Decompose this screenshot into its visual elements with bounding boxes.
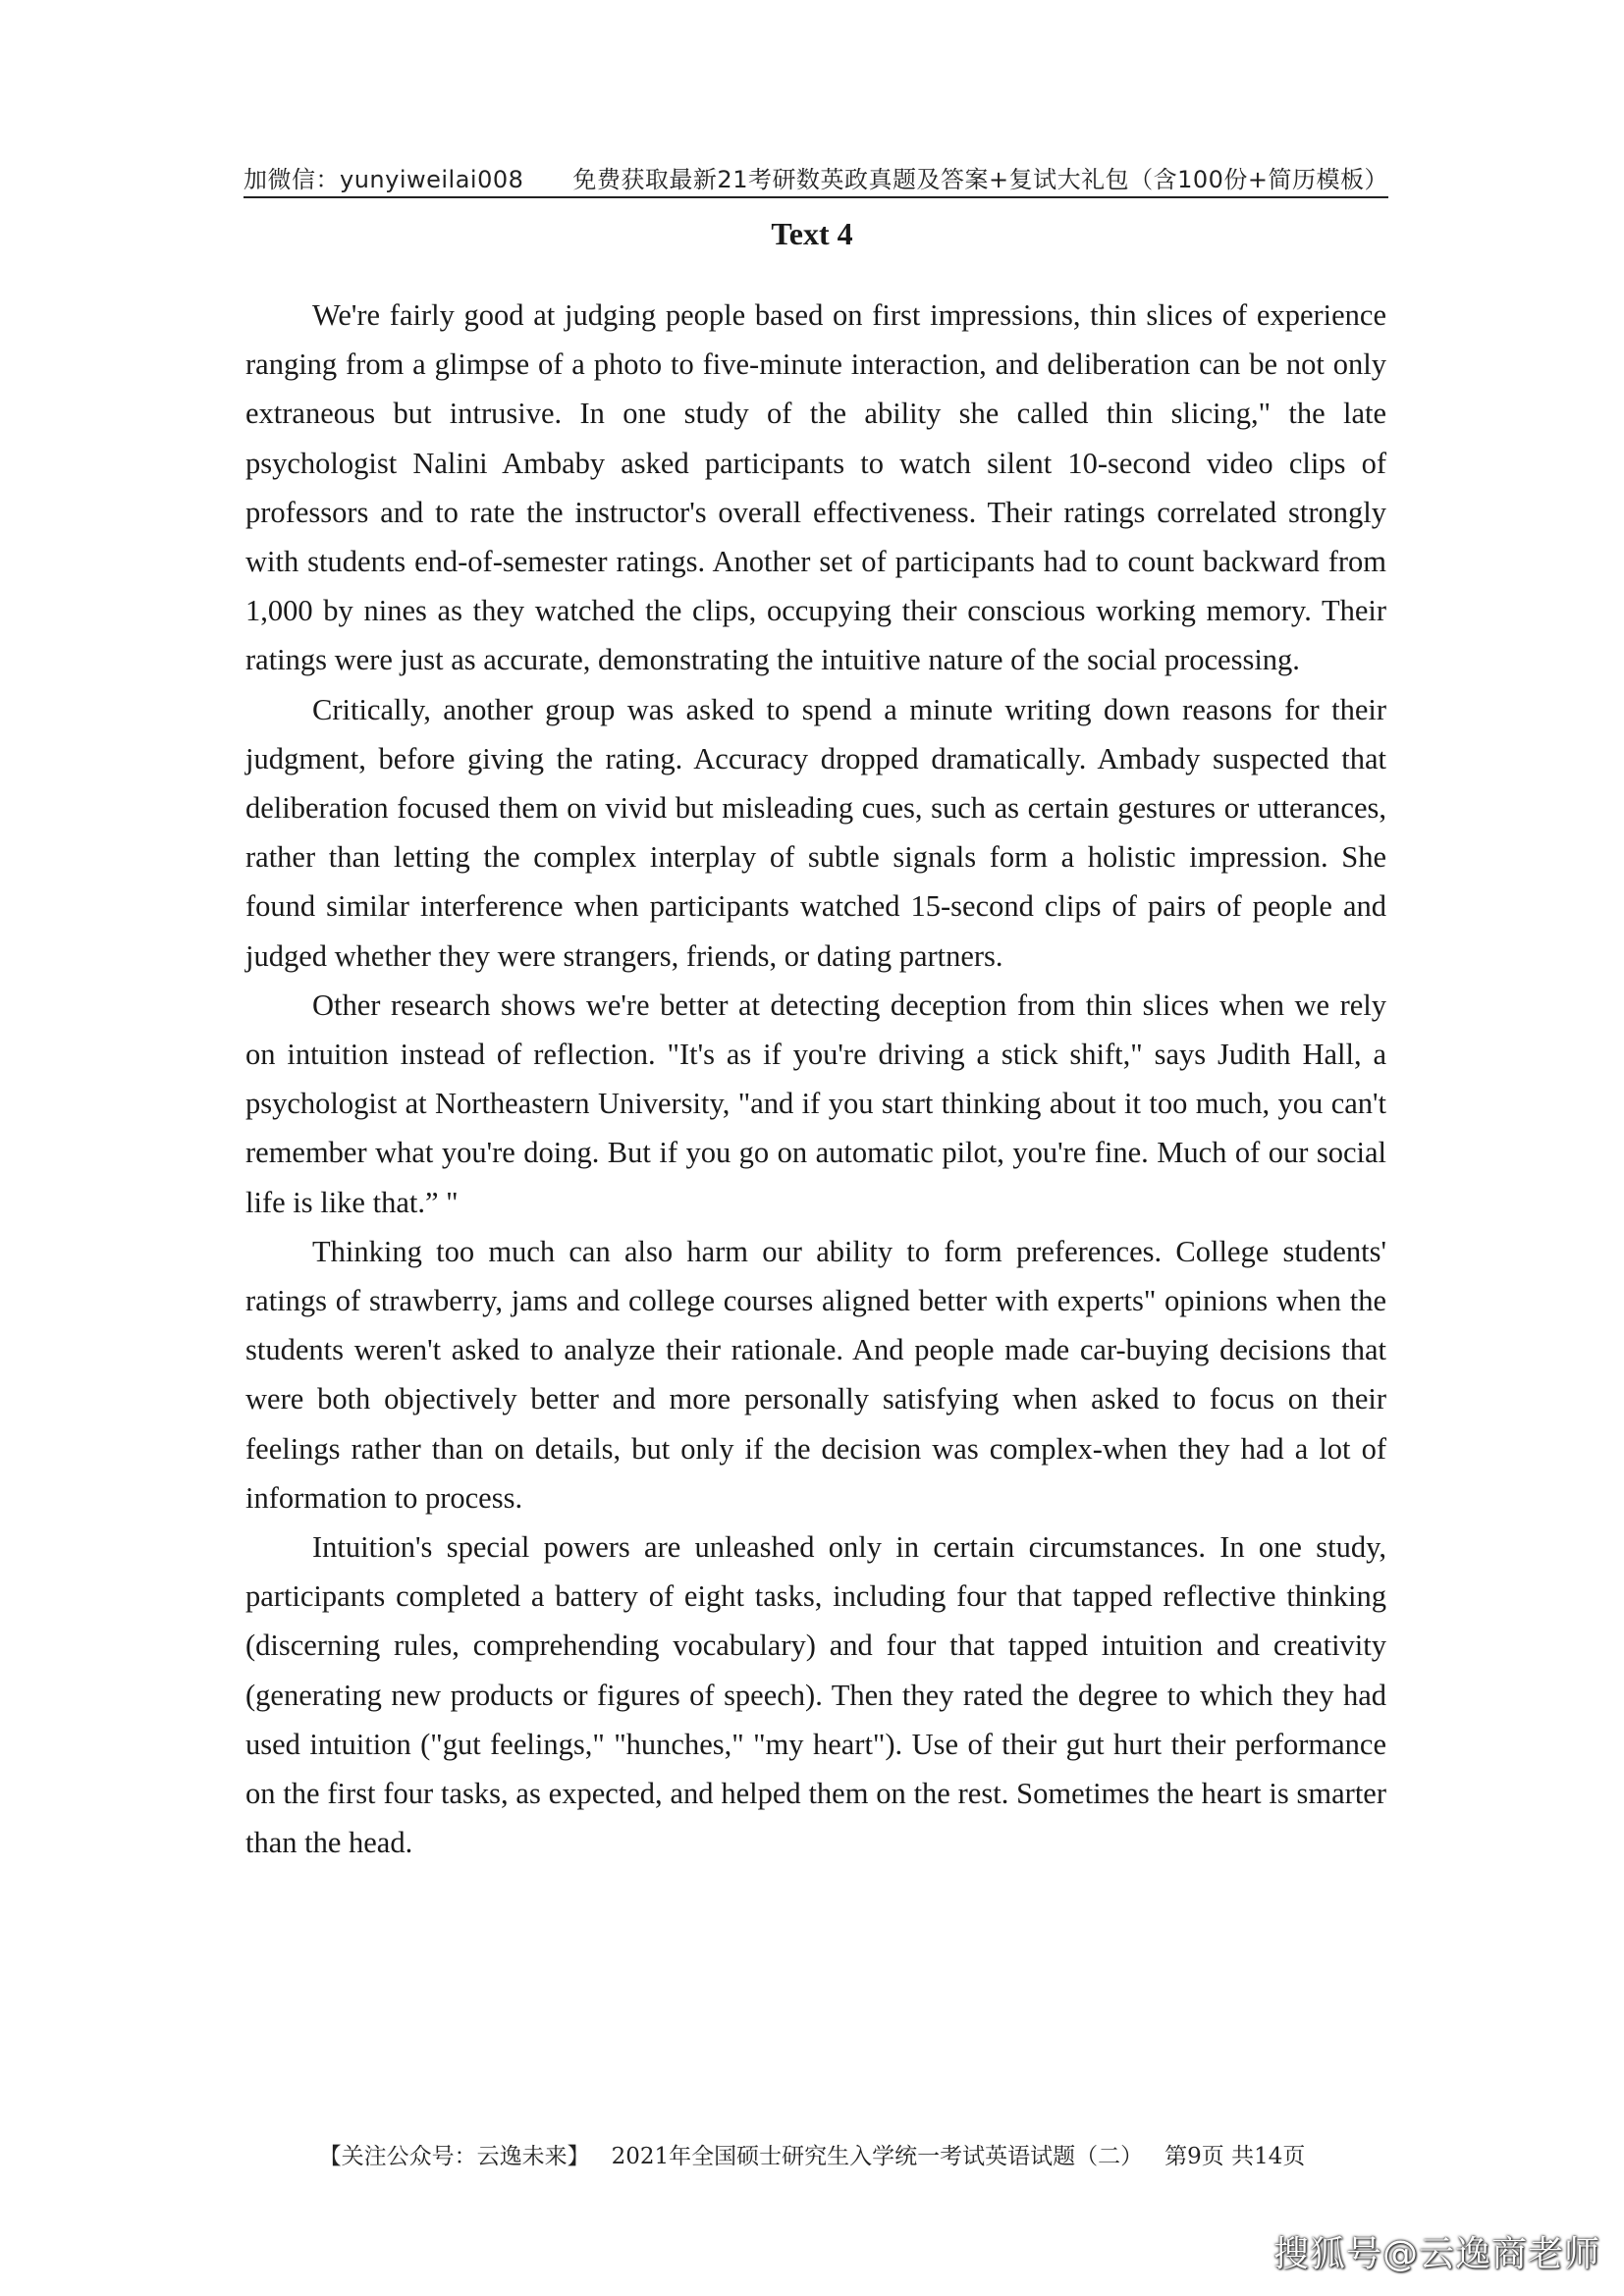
page-header	[244, 155, 1388, 194]
source-watermark: 搜狐号@云逸商老师	[1272, 2234, 1600, 2274]
page-title: Text 4	[771, 216, 853, 251]
paragraph-2: Critically, another group was asked to spend a minute writing down reasons for their judgment, before giving the rating. Accuracy dropped dramatically. Ambady suspected that deliberation focused them on vivid but misleading cues, such as certain gestures or utterances, rather than letting the complex interplay of subtle signals form a holistic impression. She found similar interference when participants watched 15-second clips of pairs of people and judged whether they were strangers, friends, or dating partners.	[245, 692, 1386, 973]
footer-account-label: 【关注公众号：云逸未来】	[318, 2144, 590, 2169]
article-body	[245, 291, 1386, 1868]
paragraph-3: Other research shows we're better at detecting deception from thin slices when we rely on intuition instead of reflection. "It's as if you're driving a stick shift," says Judith Hall, a psychologist at Northeastern University, "and if you start thinking about it too much, you can't remember what you're doing. But if you go on automatic pilot, you're fine. Much of our social life is like that.” "	[245, 988, 1386, 1219]
footer-page-number: 第9页 共14页	[1164, 2144, 1306, 2169]
header-promo-text: 免费获取最新21考研数英政真题及答案+复试大礼包（含100份+简历模板）	[572, 166, 1388, 193]
footer-exam-title: 2021年全国硕士研究生入学统一考试英语试题（二）	[611, 2144, 1144, 2169]
paragraph-1: We're fairly good at judging people based on first impressions, thin slices of experience ranging from a glimpse of a photo to five-minute interaction, and deliberation can be not only extraneous but intrusive. In one study of the ability she called thin slicing," the late psychologist Nalini Ambaby asked participants to watch silent 10-second video clips of professors and to rate the instructor's overall effectiveness. Their ratings correlated strongly with students end-of-semester ratings. Another set of participants had to count backward from 1,000 by nines as they watched the clips, occupying their conscious working memory. Their ratings were just as accurate, demonstrating the intuitive nature of the social processing.	[245, 298, 1386, 677]
paragraph-5: Intuition's special powers are unleashed only in certain circumstances. In one study, participants completed a battery of eight tasks, including four that tapped reflective thinking (discerning rules, comprehending vocabulary) and four that tapped intuition and creativity (generating new products or figures of speech). Then they rated the degree to which they had used intuition ("gut feelings," "hunches," "my heart"). Use of their gut hurt their performance on the first four tasks, as expected, and helped them on the rest. Sometimes the heart is smarter than the head.	[245, 1530, 1386, 1860]
header-wechat-contact: 加微信：yunyiweilai008	[244, 166, 524, 193]
paragraph-4: Thinking too much can also harm our ability to form preferences. College students' ratings of strawberry, jams and college courses aligned better with experts" opinions when the students weren't asked to analyze their rationale. And people made car-buying decisions that were both objectively better and more personally satisfying when asked to focus on their feelings rather than on details, but only if the decision was complex-when they had a lot of information to process.	[245, 1234, 1386, 1515]
page-footer	[0, 2138, 1624, 2170]
header-divider	[244, 196, 1388, 198]
